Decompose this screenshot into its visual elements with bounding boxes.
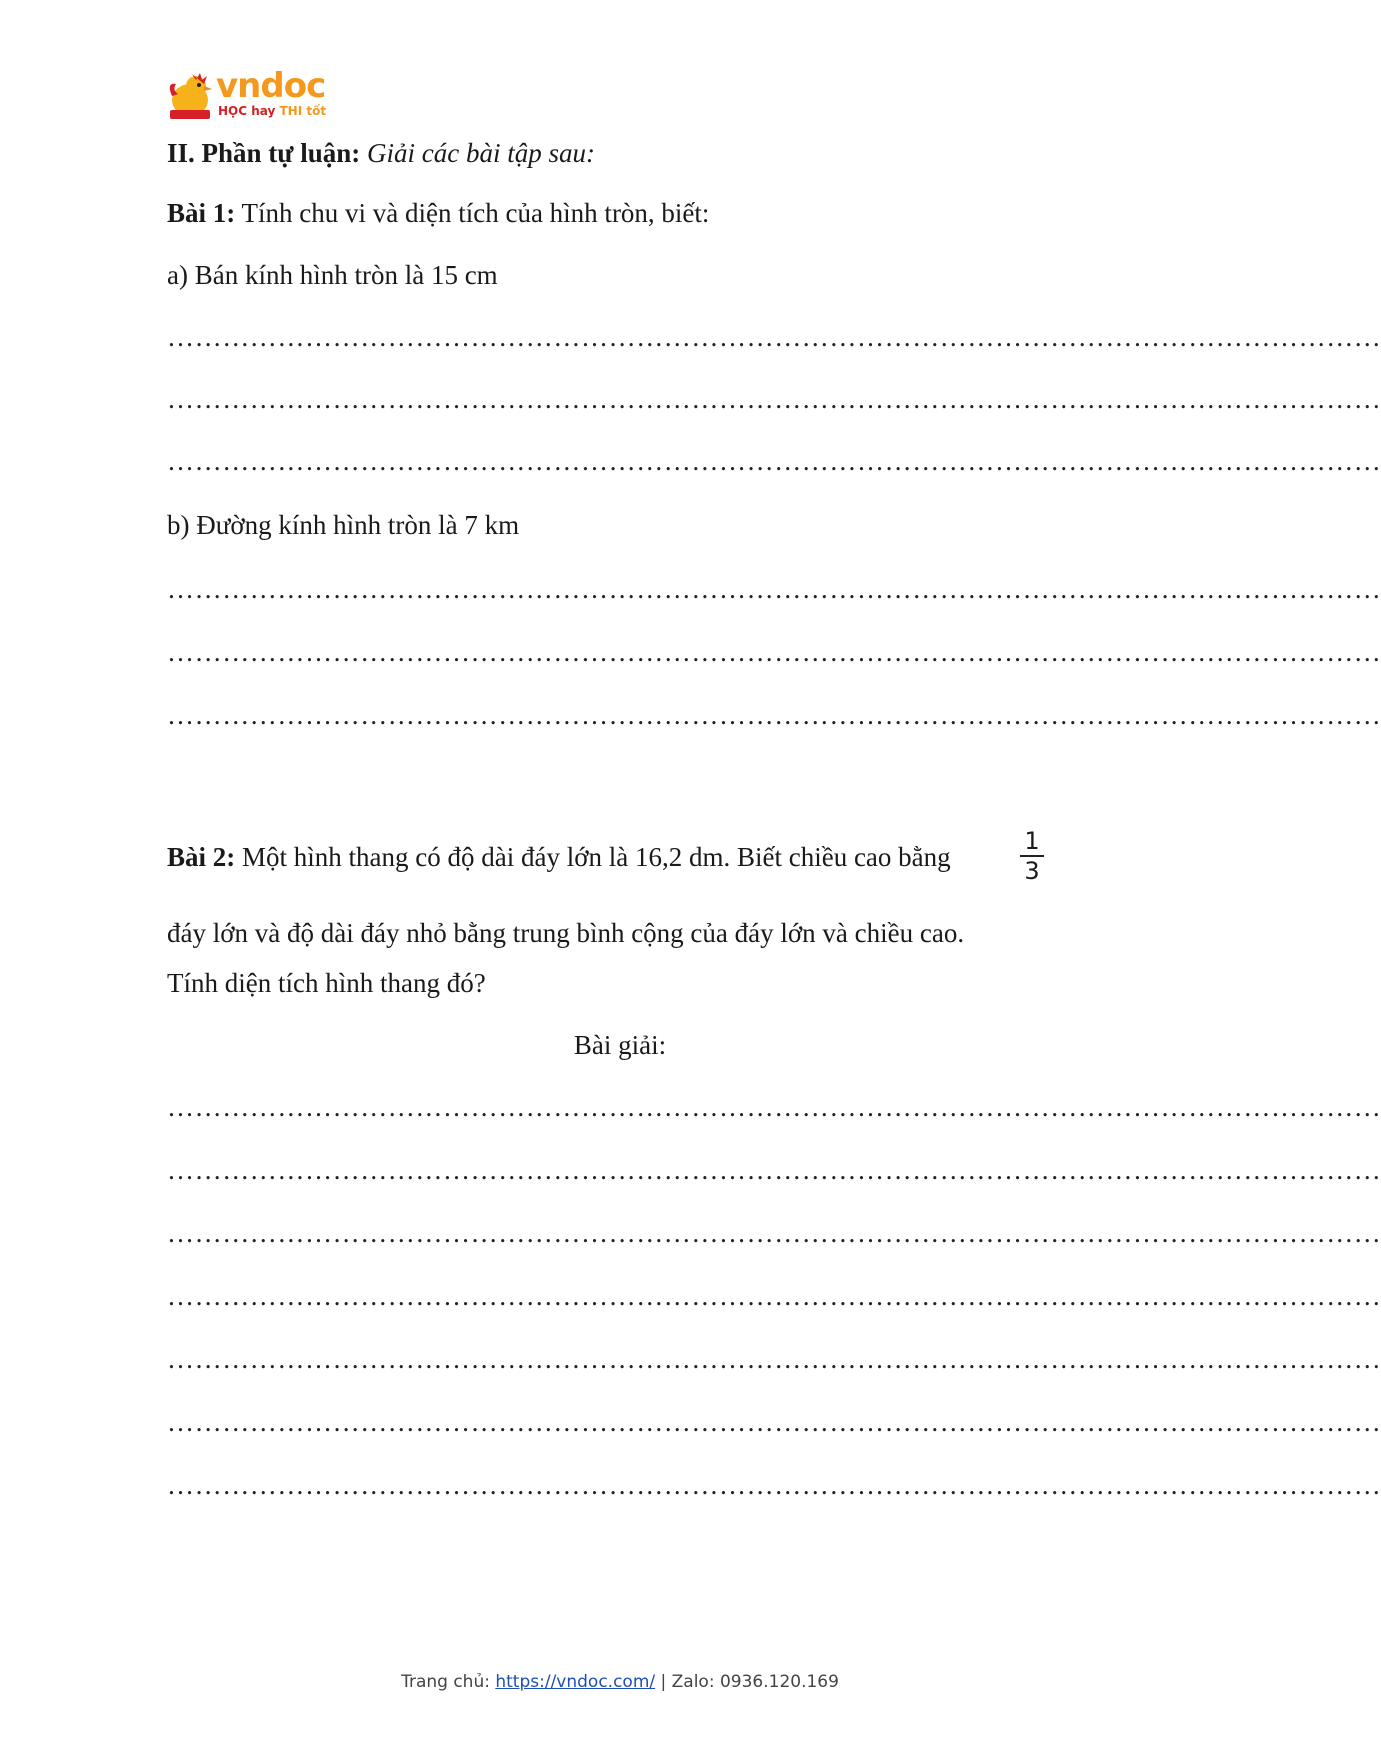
bai1-label: Bài 1: — [167, 198, 236, 228]
footer-home-link[interactable]: https://vndoc.com/ — [495, 1672, 656, 1692]
logo-wordmark: vndoc — [216, 66, 326, 106]
logo-slogan: HỌC hay THI tốt — [218, 104, 327, 118]
bai1-question — [167, 198, 709, 229]
section-title: II. Phần tự luận: — [167, 138, 361, 168]
page-footer — [0, 1672, 1240, 1692]
answer-line: …………………………………………………………………………………………………………………… — [167, 1281, 1381, 1311]
bai2-text-2: đáy lớn và độ dài đáy nhỏ bằng trung bình cộng của đáy lớn và chiều cao. — [167, 918, 965, 948]
solution-heading: Bài giải: — [573, 1030, 667, 1060]
fraction-denominator: 3 — [1024, 857, 1040, 885]
answer-line: …………………………………………………………………………………………………………………… — [167, 1344, 1381, 1374]
bai2-label: Bài 2: — [167, 842, 236, 872]
bai2-text-1: Một hình thang có độ dài đáy lớn là 16,2 dm. Biết chiều cao bằng — [242, 842, 951, 872]
bai2-question — [167, 842, 951, 873]
footer-zalo: | Zalo: 0936.120.169 — [655, 1672, 839, 1692]
section-heading — [167, 138, 595, 169]
vndoc-logo — [166, 66, 327, 124]
answer-line: …………………………………………………………………………………………………………………… — [167, 700, 1381, 730]
section-instruction: Giải các bài tập sau: — [367, 138, 595, 168]
answer-line: …………………………………………………………………………………………………………………… — [167, 446, 1381, 476]
answer-line: …………………………………………………………………………………………………………………… — [167, 1218, 1381, 1248]
bai1-text: Tính chu vi và diện tích của hình tròn, biết: — [241, 198, 710, 228]
answer-line: …………………………………………………………………………………………………………………… — [167, 384, 1381, 414]
fraction-one-third — [1020, 828, 1044, 884]
bai2-text-3: Tính diện tích hình thang đó? — [167, 968, 486, 998]
answer-line: …………………………………………………………………………………………………………………… — [167, 1470, 1381, 1500]
fraction-numerator: 1 — [1024, 827, 1040, 855]
answer-line: …………………………………………………………………………………………………………………… — [167, 637, 1381, 667]
answer-line: …………………………………………………………………………………………………………………… — [167, 1407, 1381, 1437]
footer-home-label: Trang chủ: — [401, 1672, 496, 1692]
rooster-mascot-icon — [166, 70, 218, 124]
bai1-part-b: b) Đường kính hình tròn là 7 km — [167, 510, 520, 540]
answer-line: …………………………………………………………………………………………………………………… — [167, 574, 1381, 604]
answer-line: …………………………………………………………………………………………………………………… — [167, 1092, 1381, 1122]
answer-line: …………………………………………………………………………………………………………………… — [167, 322, 1381, 352]
answer-line: …………………………………………………………………………………………………………………… — [167, 1155, 1381, 1185]
bai1-part-a: a) Bán kính hình tròn là 15 cm — [167, 260, 498, 290]
